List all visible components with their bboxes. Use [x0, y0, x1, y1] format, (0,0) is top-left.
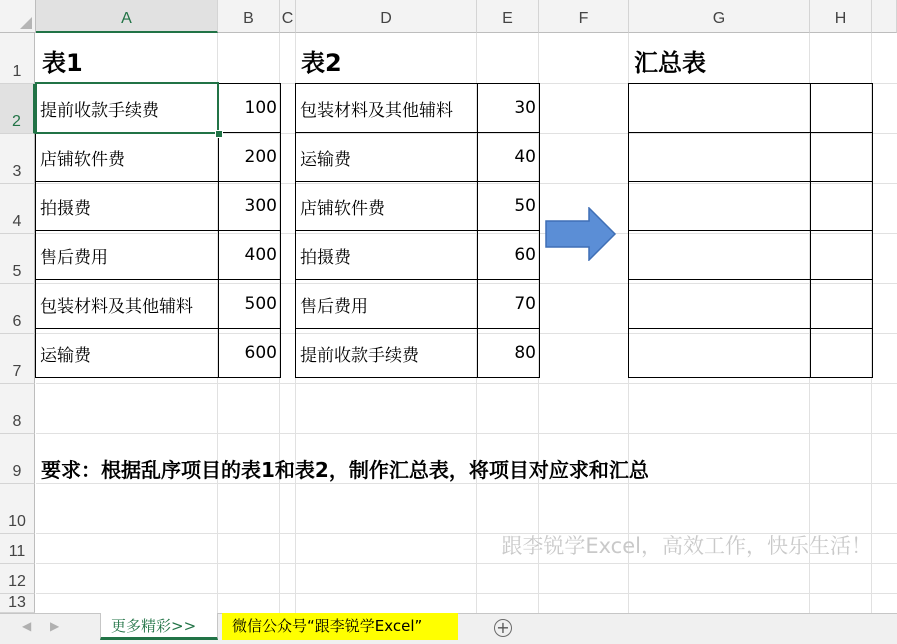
summary-item-value[interactable] — [811, 133, 873, 182]
row-header-6[interactable]: 6 — [0, 284, 35, 334]
gridline — [36, 483, 897, 484]
row-header-2[interactable]: 2 — [0, 84, 35, 134]
table2-item-name[interactable]: 售后费用 — [296, 280, 478, 329]
table1-item-value[interactable]: 500 — [219, 280, 281, 329]
table1-item-value[interactable]: 200 — [219, 133, 281, 182]
table1-item-name[interactable]: 运输费 — [36, 329, 219, 378]
column-header-f[interactable]: F — [539, 0, 629, 33]
table-row — [296, 182, 540, 231]
table-row — [296, 133, 540, 182]
summary-item-name[interactable] — [629, 231, 811, 280]
row-header-4[interactable]: 4 — [0, 184, 35, 234]
table-row — [36, 182, 281, 231]
scroll-tabs-left-icon[interactable]: ◀ — [22, 619, 32, 633]
table2-item-name[interactable]: 提前收款手续费 — [296, 329, 478, 378]
column-header-c[interactable]: C — [280, 0, 296, 33]
table2-item-name[interactable]: 运输费 — [296, 133, 478, 182]
table-row — [629, 231, 873, 280]
gridline — [36, 383, 897, 384]
table-row — [629, 182, 873, 231]
table-row — [296, 329, 540, 378]
table2-item-value[interactable]: 50 — [478, 182, 540, 231]
gridline — [36, 433, 897, 434]
select-all-corner[interactable] — [0, 0, 36, 33]
summary-item-value[interactable] — [811, 84, 873, 133]
active-cell-selection[interactable] — [35, 82, 219, 134]
row-header-10[interactable]: 10 — [0, 484, 35, 534]
table1-item-name[interactable]: 店铺软件费 — [36, 133, 219, 182]
column-header-a[interactable]: A — [36, 0, 218, 33]
summary-item-name[interactable] — [629, 182, 811, 231]
table2-item-name[interactable]: 拍摄费 — [296, 231, 478, 280]
watermark-text: 跟李锐学Excel，高效工作，快乐生活！ — [501, 534, 872, 558]
row-header-7[interactable]: 7 — [0, 334, 35, 384]
table-row — [36, 133, 281, 182]
row-header-8[interactable]: 8 — [0, 384, 35, 434]
table-row — [296, 280, 540, 329]
table-row — [629, 329, 873, 378]
table-row — [36, 329, 281, 378]
summary-title: 汇总表 — [634, 49, 706, 77]
fill-handle[interactable] — [215, 130, 223, 138]
summary-item-value[interactable] — [811, 280, 873, 329]
column-header-e[interactable]: E — [477, 0, 539, 33]
summary-item-name[interactable] — [629, 84, 811, 133]
table1-item-name[interactable]: 包装材料及其他辅料 — [36, 280, 219, 329]
table1-item-name[interactable]: 售后费用 — [36, 231, 219, 280]
row-header-3[interactable]: 3 — [0, 134, 35, 184]
row-header-1[interactable]: 1 — [0, 33, 35, 84]
table2-item-name[interactable]: 包装材料及其他辅料 — [296, 84, 478, 133]
table2-item-value[interactable]: 70 — [478, 280, 540, 329]
gridline — [36, 593, 897, 594]
row-header-5[interactable]: 5 — [0, 234, 35, 284]
table1-title: 表1 — [42, 49, 83, 77]
scroll-tabs-right-icon[interactable]: ▶ — [50, 619, 60, 633]
row-header-9[interactable]: 9 — [0, 434, 35, 484]
summary-item-value[interactable] — [811, 231, 873, 280]
table-row — [36, 280, 281, 329]
column-header-d[interactable]: D — [296, 0, 477, 33]
gridline — [36, 563, 897, 564]
sheet-tab-wechat[interactable]: 微信公众号“跟李锐学Excel” — [222, 613, 458, 640]
plus-circle-icon: + — [496, 618, 510, 637]
table2 — [295, 83, 540, 378]
table-row — [629, 84, 873, 133]
table-row — [629, 280, 873, 329]
row-header-13[interactable]: 13 — [0, 594, 35, 613]
table2-item-value[interactable]: 80 — [478, 329, 540, 378]
table-row — [36, 231, 281, 280]
summary-item-name[interactable] — [629, 329, 811, 378]
right-arrow-shape-icon[interactable] — [545, 207, 617, 261]
column-header-next — [872, 0, 897, 33]
table1-item-value[interactable]: 600 — [219, 329, 281, 378]
table2-item-value[interactable]: 40 — [478, 133, 540, 182]
table1-item-name[interactable]: 提前收款手续费 — [36, 84, 219, 133]
column-header-g[interactable]: G — [629, 0, 810, 33]
table-row — [629, 133, 873, 182]
table2-item-value[interactable]: 30 — [478, 84, 540, 133]
summary-item-value[interactable] — [811, 182, 873, 231]
column-header-h[interactable]: H — [810, 0, 872, 33]
table1-item-value[interactable]: 100 — [219, 84, 281, 133]
table-row — [296, 231, 540, 280]
row-header-12[interactable]: 12 — [0, 564, 35, 594]
summary-item-name[interactable] — [629, 280, 811, 329]
requirement-text: 要求：根据乱序项目的表1和表2，制作汇总表，将项目对应求和汇总 — [41, 458, 649, 482]
table-row — [296, 84, 540, 133]
table1-item-name[interactable]: 拍摄费 — [36, 182, 219, 231]
table2-item-name[interactable]: 店铺软件费 — [296, 182, 478, 231]
add-sheet-button[interactable] — [494, 619, 512, 637]
table2-title: 表2 — [301, 49, 342, 77]
table2-item-value[interactable]: 60 — [478, 231, 540, 280]
summary-item-value[interactable] — [811, 329, 873, 378]
sheet-tab-more[interactable]: 更多精彩>> — [100, 613, 218, 640]
column-header-b[interactable]: B — [218, 0, 280, 33]
select-all-triangle-icon — [20, 17, 32, 29]
sheet-tab-bar — [0, 613, 897, 644]
table1-item-value[interactable]: 400 — [219, 231, 281, 280]
row-header-11[interactable]: 11 — [0, 534, 35, 564]
summary-table — [628, 83, 873, 378]
summary-item-name[interactable] — [629, 133, 811, 182]
table1-item-value[interactable]: 300 — [219, 182, 281, 231]
